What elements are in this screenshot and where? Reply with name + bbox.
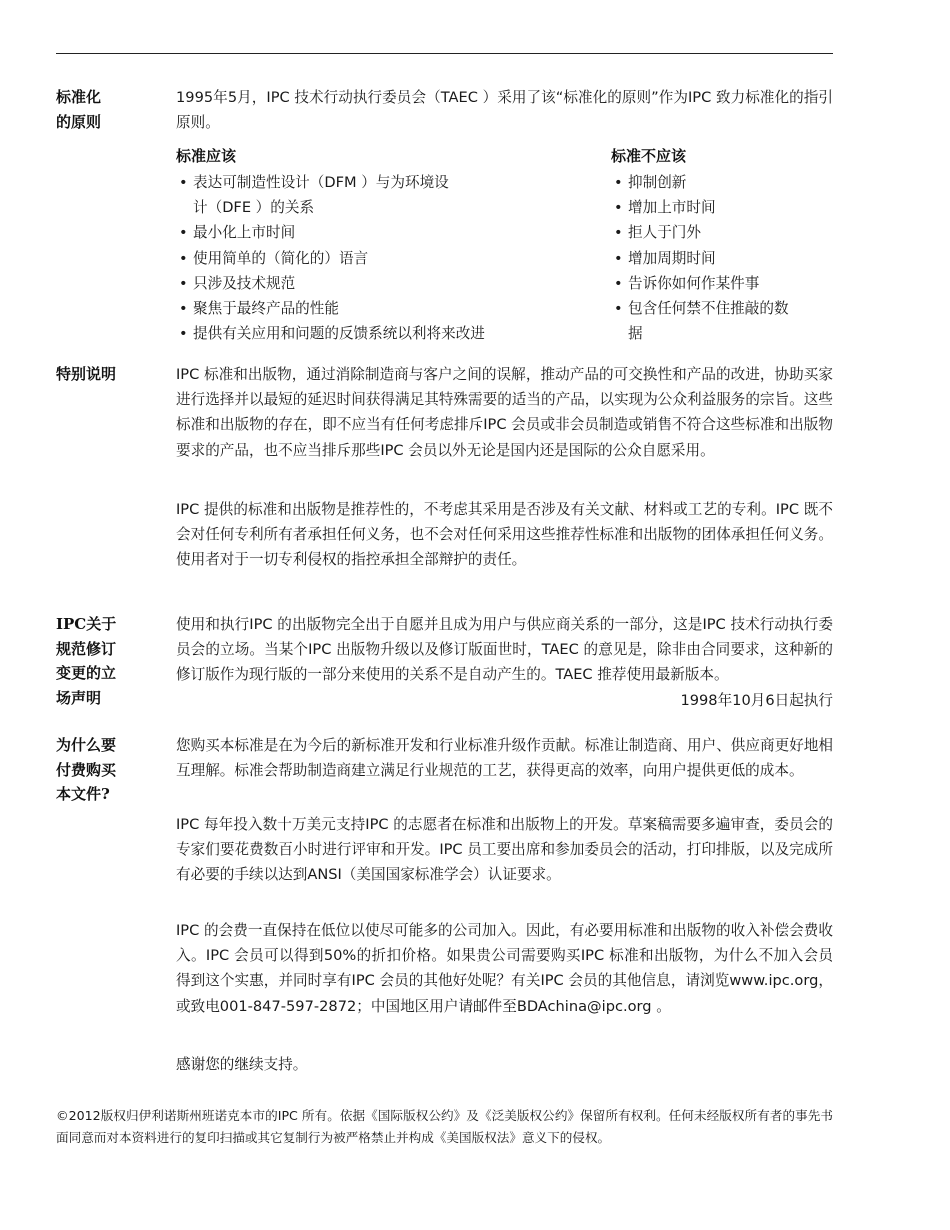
list-item: • 告诉你如何作某件事 <box>611 271 801 296</box>
notice-paragraph-2: IPC 提供的标准和出版物是推荐性的，不考虑其采用是否涉及有关文献、材料或工艺的专利。IPC 既不会对任何专利所有者承担任何义务，也不会对任何采用这些推荐性标准和出版物的团体承担任何义务。使用者对于一切专利侵权的指控承担全部辩护的责任。 <box>176 501 833 569</box>
should-not-list <box>611 170 801 346</box>
top-rule <box>56 53 833 54</box>
why-pay-paragraph-4: 感谢您的继续支持。 <box>176 1056 308 1073</box>
why-pay-paragraph-3: IPC 的会费一直保持在低位以使尽可能多的公司加入。因此，有必要用标准和出版物的收入补偿会费收入。IPC 会员可以得到50%的折扣价格。如果贵公司需要购买IPC 标准和出版物，为什么不加入会员得到这个实惠，并同时享有IPC 会员的其他好处呢？有关IPC 会员的其他信息，请浏览www.ipc.org，或致电001-847-597-2872；中国地区用户请邮件至BDAchina@ipc.org 。 <box>176 922 833 1015</box>
revision-heading: IPC关于 规范修订 变更的立 场声明 <box>56 615 117 707</box>
list-item: • 表达可制造性设计（DFM ）与为环境设计（DFE ）的关系 <box>176 170 463 220</box>
list-item: • 抑制创新 <box>611 170 801 195</box>
copyright-notice: ©2012版权归伊利诺斯州班诺克本市的IPC 所有。依据《国际版权公约》及《泛美版权公约》保留所有权利。任何未经版权所有者的事先书面同意而对本资料进行的复印扫描或其它复制行为被严格禁止并构成《美国版权法》意义下的侵权。 <box>56 1108 833 1145</box>
list-item: • 拒人于门外 <box>611 220 801 245</box>
effective-date: 1998年10月6日起执行 <box>680 691 833 709</box>
why-pay-paragraph-1: 您购买本标准是在为今后的新标准开发和行业标准升级作贡献。标准让制造商、用户、供应商更好地相互理解。标准会帮助制造商建立满足行业规范的工艺，获得更高的效率，向用户提供更低的成本。 <box>176 737 833 780</box>
list-item: • 增加上市时间 <box>611 195 801 220</box>
list-item: • 只涉及技术规范 <box>176 271 571 296</box>
principles-heading: 标准化 的原则 <box>56 88 102 131</box>
list-item: • 聚焦于最终产品的性能 <box>176 296 571 321</box>
principles-intro: 1995年5月，IPC 技术行动执行委员会（TAEC ）采用了该“标准化的原则”作为IPC 致力标准化的指引原则。 <box>176 89 833 132</box>
list-item: • 最小化上市时间 <box>176 220 571 245</box>
list-item: • 增加周期时间 <box>611 246 801 271</box>
revision-paragraph <box>176 612 833 713</box>
notice-paragraph-1: IPC 标准和出版物，通过消除制造商与客户之间的误解，推动产品的可交换性和产品的改进，协助买家进行选择并以最短的延迟时间获得满足其特殊需要的适当的产品，以实现为公众利益服务的宗旨。这些标准和出版物的存在，即不应当有任何考虑排斥IPC 会员或非会员制造或销售不符合这些标准和出版物要求的产品，也不应当排斥那些IPC 会员以外无论是国内还是国际的公众自愿采用。 <box>176 366 833 459</box>
list-item: • 提供有关应用和问题的反馈系统以利将来改进 <box>176 321 571 346</box>
revision-text: 使用和执行IPC 的出版物完全出于自愿并且成为用户与供应商关系的一部分，这是IPC 技术行动执行委员会的立场。当某个IPC 出版物升级以及修订版面世时，TAEC 的意见是，除非由合同要求，这种新的修订版作为现行版的一部分来使用的关系不是自动产生的。TAEC 推荐使用最新版本。 <box>176 616 833 684</box>
should-list <box>176 170 571 346</box>
should-not-heading: 标准不应该 <box>611 147 687 165</box>
notice-heading: 特别说明 <box>56 365 117 383</box>
list-item: • 使用简单的（简化的）语言 <box>176 246 571 271</box>
why-pay-heading: 为什么要 付费购买 本文件? <box>56 736 117 803</box>
list-item: • 包含任何禁不住推敲的数据 <box>611 296 801 346</box>
why-pay-paragraph-2: IPC 每年投入数十万美元支持IPC 的志愿者在标准和出版物上的开发。草案稿需要多遍审查，委员会的专家们要花费数百小时进行评审和开发。IPC 员工要出席和参加委员会的活动，打印排版，以及完成所有必要的手续以达到ANSI（美国国家标准学会）认证要求。 <box>176 816 833 884</box>
should-heading: 标准应该 <box>176 147 237 165</box>
